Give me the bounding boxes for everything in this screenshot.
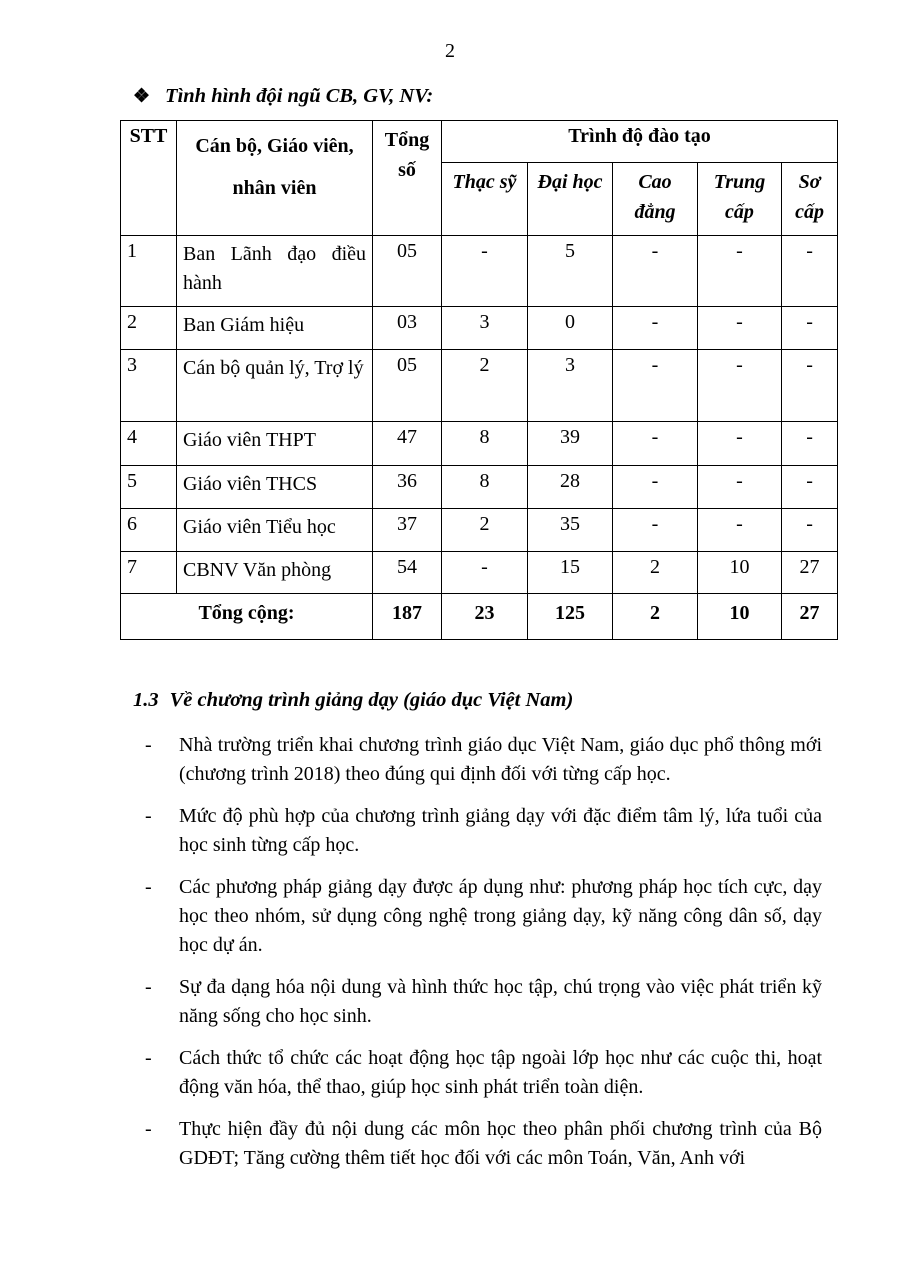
table-row bbox=[121, 422, 838, 466]
cell-stt: 1 bbox=[121, 236, 177, 307]
cell-name: Giáo viên Tiểu học bbox=[177, 509, 373, 552]
cell-master: 8 bbox=[442, 466, 528, 509]
cell-name: Ban Giám hiệu bbox=[177, 307, 373, 350]
dash-marker: - bbox=[145, 876, 152, 898]
col-header-master: Thạc sỹ bbox=[442, 163, 528, 236]
table-row bbox=[121, 466, 838, 509]
cell-college: - bbox=[613, 422, 698, 466]
total-college: 2 bbox=[613, 594, 698, 640]
cell-stt: 5 bbox=[121, 466, 177, 509]
bullet-text: Cách thức tổ chức các hoạt động học tập ngoài lớp học như các cuộc thi, hoạt động văn hóa, thể thao, giúp học sinh phát triển toàn diện. bbox=[179, 1047, 822, 1098]
cell-elementary: - bbox=[782, 350, 838, 422]
col-header-university: Đại học bbox=[528, 163, 613, 236]
total-university: 125 bbox=[528, 594, 613, 640]
cell-intermediate: - bbox=[698, 350, 782, 422]
table-row bbox=[121, 552, 838, 594]
cell-intermediate: - bbox=[698, 422, 782, 466]
cell-total: 36 bbox=[373, 466, 442, 509]
staff-table bbox=[120, 120, 838, 640]
cell-total: 03 bbox=[373, 307, 442, 350]
cell-university: 28 bbox=[528, 466, 613, 509]
section-number: 1.3 bbox=[133, 689, 159, 711]
cell-master: 2 bbox=[442, 509, 528, 552]
cell-university: 5 bbox=[528, 236, 613, 307]
bullet-item bbox=[145, 873, 822, 960]
total-label: Tổng cộng: bbox=[121, 594, 373, 640]
total-intermediate: 10 bbox=[698, 594, 782, 640]
col-header-total: Tổng số bbox=[373, 121, 442, 236]
cell-elementary: - bbox=[782, 307, 838, 350]
bullet-item bbox=[145, 802, 822, 860]
dash-marker: - bbox=[145, 1118, 152, 1140]
total-elementary: 27 bbox=[782, 594, 838, 640]
cell-elementary: 27 bbox=[782, 552, 838, 594]
cell-college: - bbox=[613, 307, 698, 350]
cell-college: - bbox=[613, 350, 698, 422]
staff-section-heading bbox=[133, 85, 433, 108]
bullet-text: Thực hiện đầy đủ nội dung các môn học theo phân phối chương trình của Bộ GDĐT; Tăng cường thêm tiết học đối với các môn Toán, Văn, Anh với bbox=[179, 1118, 822, 1169]
bullet-item bbox=[145, 973, 822, 1031]
bullet-item bbox=[145, 731, 822, 789]
cell-university: 39 bbox=[528, 422, 613, 466]
cell-stt: 7 bbox=[121, 552, 177, 594]
cell-college: 2 bbox=[613, 552, 698, 594]
curriculum-bullet-list bbox=[145, 731, 822, 1186]
cell-total: 54 bbox=[373, 552, 442, 594]
cell-intermediate: 10 bbox=[698, 552, 782, 594]
cell-elementary: - bbox=[782, 509, 838, 552]
bullet-text: Nhà trường triển khai chương trình giáo dục Việt Nam, giáo dục phổ thông mới (chương trình 2018) theo đúng qui định đối với từng cấp học. bbox=[179, 734, 822, 785]
cell-total: 37 bbox=[373, 509, 442, 552]
table-total-row bbox=[121, 594, 838, 640]
bullet-item bbox=[145, 1044, 822, 1102]
table-row bbox=[121, 350, 838, 422]
col-header-stt: STT bbox=[121, 121, 177, 236]
total-master: 23 bbox=[442, 594, 528, 640]
col-header-intermediate: Trung cấp bbox=[698, 163, 782, 236]
table-row bbox=[121, 509, 838, 552]
cell-elementary: - bbox=[782, 236, 838, 307]
cell-name: CBNV Văn phòng bbox=[177, 552, 373, 594]
bullet-item bbox=[145, 1115, 822, 1173]
bullet-text: Mức độ phù hợp của chương trình giảng dạy với đặc điểm tâm lý, lứa tuổi của học sinh từng cấp học. bbox=[179, 805, 822, 856]
col-header-college: Cao đẳng bbox=[613, 163, 698, 236]
cell-university: 0 bbox=[528, 307, 613, 350]
table-row bbox=[121, 236, 838, 307]
cell-master: 3 bbox=[442, 307, 528, 350]
cell-intermediate: - bbox=[698, 236, 782, 307]
col-header-elementary: Sơ cấp bbox=[782, 163, 838, 236]
dash-marker: - bbox=[145, 805, 152, 827]
cell-university: 3 bbox=[528, 350, 613, 422]
cell-intermediate: - bbox=[698, 466, 782, 509]
cell-master: - bbox=[442, 552, 528, 594]
diamond-bullet-icon: ❖ bbox=[133, 86, 151, 107]
cell-college: - bbox=[613, 466, 698, 509]
dash-marker: - bbox=[145, 1047, 152, 1069]
table-header-row-1 bbox=[121, 121, 838, 163]
section-1-3-heading bbox=[133, 689, 573, 712]
cell-university: 35 bbox=[528, 509, 613, 552]
cell-stt: 2 bbox=[121, 307, 177, 350]
cell-elementary: - bbox=[782, 466, 838, 509]
cell-master: 8 bbox=[442, 422, 528, 466]
section-title: Về chương trình giảng dạy (giáo dục Việt Nam) bbox=[169, 689, 574, 711]
cell-college: - bbox=[613, 509, 698, 552]
col-header-name: Cán bộ, Giáo viên, nhân viên bbox=[177, 121, 373, 236]
cell-stt: 4 bbox=[121, 422, 177, 466]
dash-marker: - bbox=[145, 976, 152, 998]
cell-name: Ban Lãnh đạo điều hành bbox=[177, 236, 373, 307]
cell-master: 2 bbox=[442, 350, 528, 422]
cell-elementary: - bbox=[782, 422, 838, 466]
cell-college: - bbox=[613, 236, 698, 307]
cell-master: - bbox=[442, 236, 528, 307]
cell-stt: 3 bbox=[121, 350, 177, 422]
cell-intermediate: - bbox=[698, 307, 782, 350]
staff-section-title: Tình hình đội ngũ CB, GV, NV: bbox=[165, 85, 434, 107]
page-number: 2 bbox=[445, 40, 455, 62]
cell-total: 05 bbox=[373, 236, 442, 307]
cell-name: Giáo viên THCS bbox=[177, 466, 373, 509]
bullet-text: Các phương pháp giảng dạy được áp dụng như: phương pháp học tích cực, dạy học theo nhóm, sử dụng công nghệ trong giảng dạy, kỹ năng công dân số, dạy học dự án. bbox=[179, 876, 822, 956]
table-row bbox=[121, 307, 838, 350]
bullet-text: Sự đa dạng hóa nội dung và hình thức học tập, chú trọng vào việc phát triển kỹ năng sống cho học sinh. bbox=[179, 976, 822, 1027]
cell-university: 15 bbox=[528, 552, 613, 594]
cell-stt: 6 bbox=[121, 509, 177, 552]
cell-name: Giáo viên THPT bbox=[177, 422, 373, 466]
cell-total: 05 bbox=[373, 350, 442, 422]
col-header-qualification: Trình độ đào tạo bbox=[442, 121, 838, 163]
total-overall: 187 bbox=[373, 594, 442, 640]
cell-name: Cán bộ quản lý, Trợ lý bbox=[177, 350, 373, 422]
cell-total: 47 bbox=[373, 422, 442, 466]
dash-marker: - bbox=[145, 734, 152, 756]
cell-intermediate: - bbox=[698, 509, 782, 552]
